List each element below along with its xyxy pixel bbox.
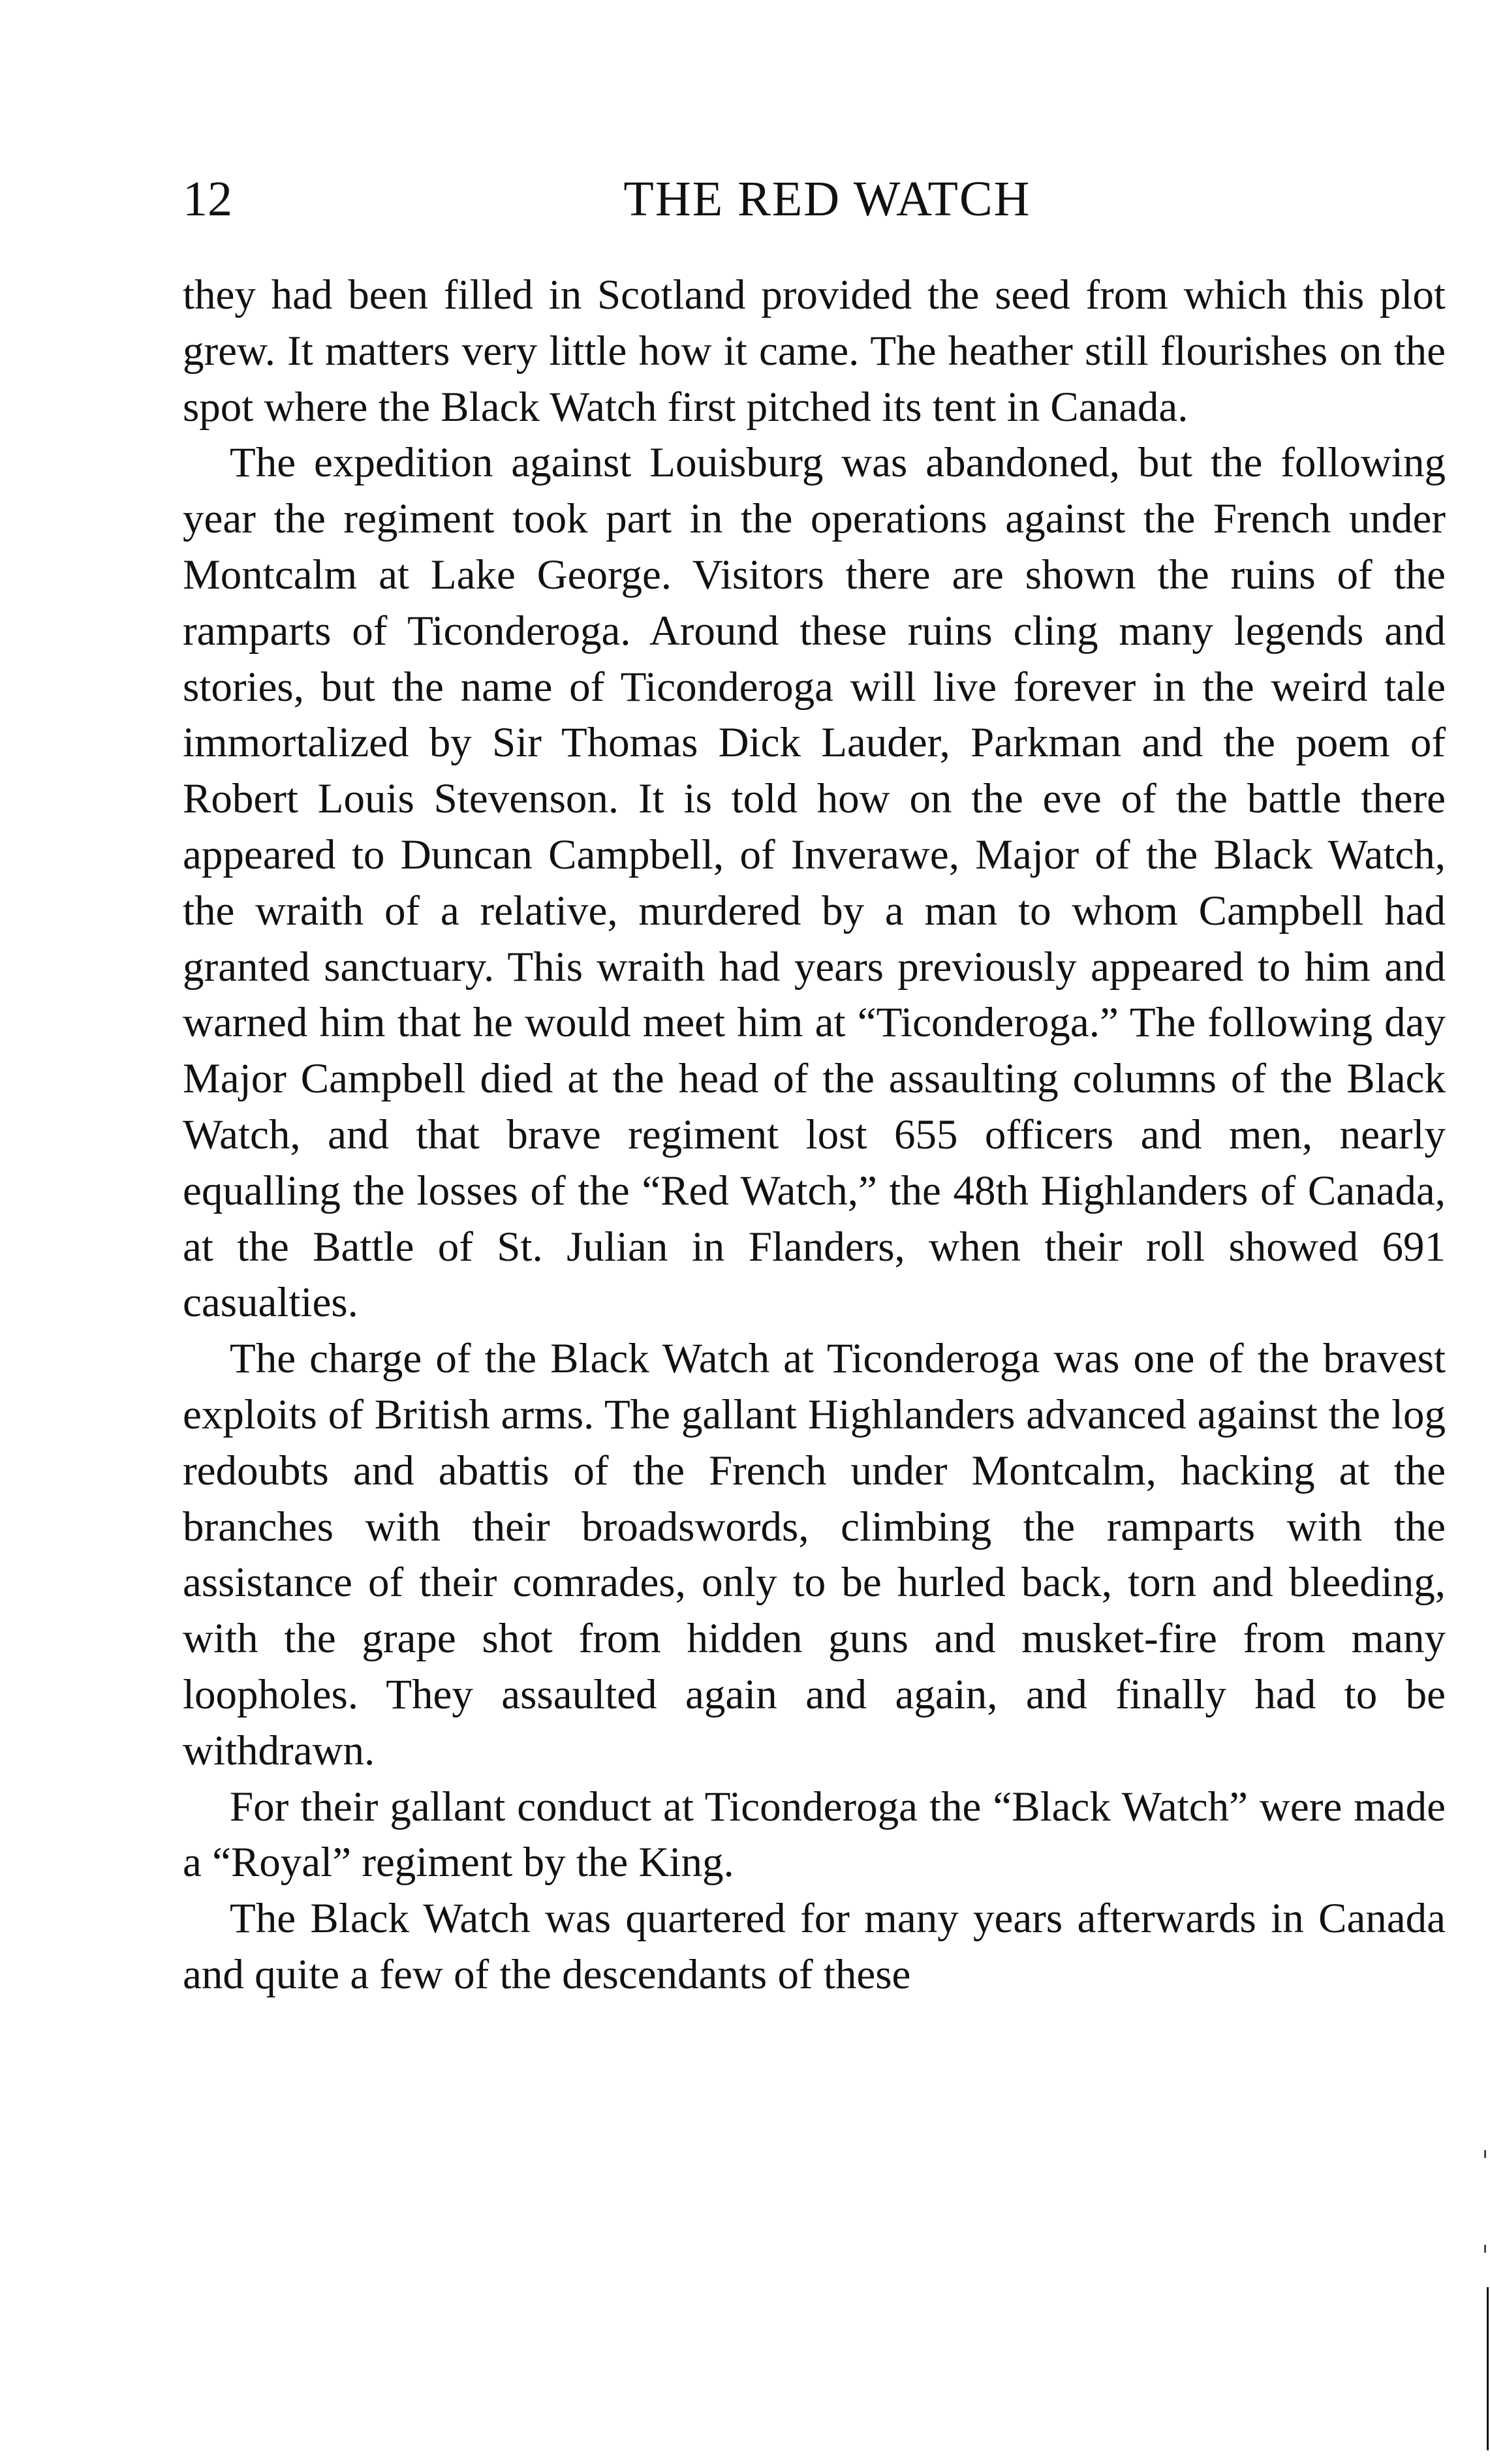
page-number: 12 — [183, 172, 232, 226]
paragraph: For their gallant conduct at Ticonderoga the “Black Watch” were made a “Royal” regiment by the King. — [183, 1783, 1446, 1886]
page-edge-line — [1487, 2287, 1489, 2450]
book-title: THE RED WATCH — [623, 172, 1031, 226]
body-text — [183, 268, 1446, 2003]
running-head — [183, 163, 1446, 235]
scan-mark — [1484, 2150, 1486, 2158]
paragraph-continued: they had been filled in Scotland provided the seed from which this plot grew. It matters very little how it came. The heather still flourishes on the spot where the Black Watch first pitched its tent in Canada. — [183, 271, 1446, 431]
paragraph: The expedition against Louisburg was abandoned, but the following year the regiment took part in the operations against the French under Montcalm at Lake George. Visitors there are shown the ruins of the ramparts of Ticonderoga. Around these ruins cling many legends and stories, but the name of Ticonderoga will live forever in the weird tale immortalized by Sir Thomas Dick Lauder, Parkman and the poem of Robert Louis Stevenson. It is told how on the eve of the battle there appeared to Duncan Campbell, of Inverawe, Major of the Black Watch, the wraith of a relative, murdered by a man to whom Campbell had granted sanctuary. This wraith had years previously appeared to him and warned him that he would meet him at “Ticonderoga.” The following day Major Campbell died at the head of the assaulting columns of the Black Watch, and that brave regiment lost 655 officers and men, nearly equalling the losses of the “Red Watch,” the 48th Highlanders of Canada, at the Battle of St. Julian in Flanders, when their roll showed 691 casualties. — [183, 439, 1446, 1327]
scan-mark — [1484, 2245, 1486, 2253]
paragraph: The Black Watch was quartered for many years afterwards in Canada and quite a few of the descendants of these — [183, 1895, 1446, 1998]
paragraph: The charge of the Black Watch at Ticonderoga was one of the bravest exploits of British arms. The gallant Highlanders advanced against the log redoubts and abattis of the French under Montcalm, hacking at the branches with their broadswords, climbing the ramparts with the assistance of their comrades, only to be hurled back, torn and bleeding, with the grape shot from hidden guns and musket-fire from many loopholes. They assaulted again and again, and finally had to be withdrawn. — [183, 1335, 1446, 1774]
